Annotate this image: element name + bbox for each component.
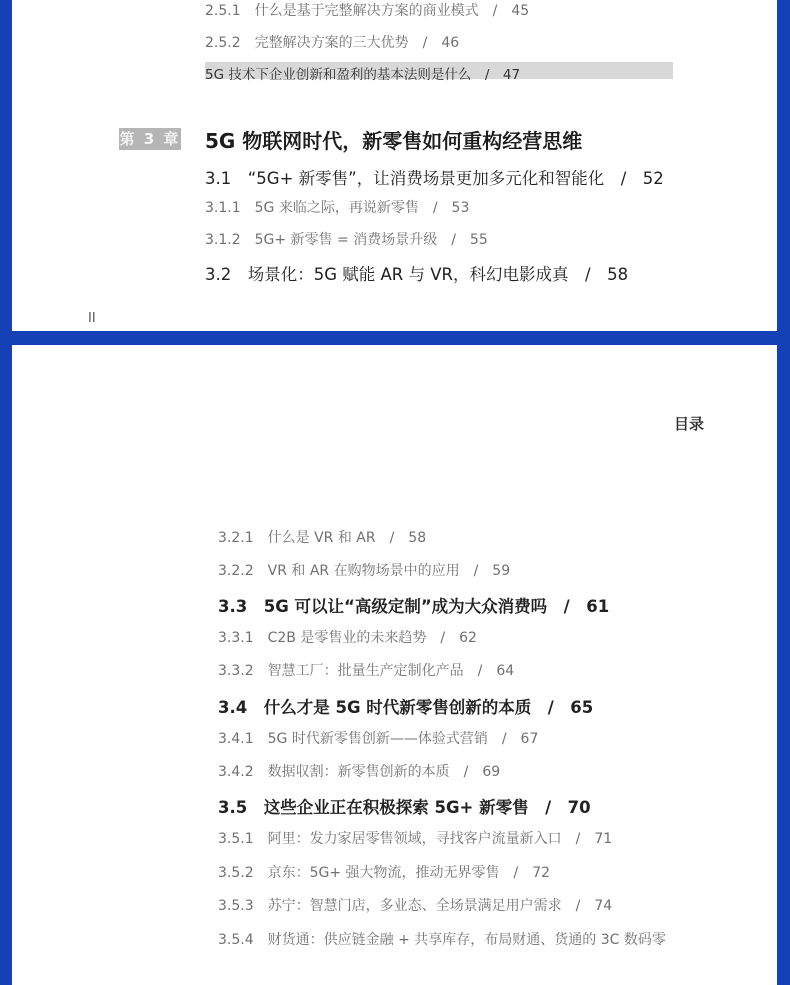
toc-entry[interactable]: 3.3.1 C2B 是零售业的未来趋势 / 62: [218, 630, 477, 646]
toc-section[interactable]: 3.5 这些企业正在积极探索 5G+ 新零售 / 70: [218, 798, 591, 817]
toc-entry[interactable]: 3.5.2 京东：5G+ 强大物流，推动无界零售 / 72: [218, 865, 551, 881]
toc-entry[interactable]: 2.5.2 完整解决方案的三大优势 / 46: [205, 35, 460, 51]
toc-entry[interactable]: 3.1.1 5G 来临之际，再说新零售 / 53: [205, 200, 470, 216]
toc-entry[interactable]: 3.4.2 数据収割：新零售创新的本质 / 69: [218, 764, 501, 780]
toc-entry[interactable]: 3.5.3 苏宁：智慧门店，多业态、全场景满足用户需求 / 74: [218, 898, 613, 914]
chapter-badge: 第 3 章: [119, 130, 181, 148]
page-number: II: [88, 311, 96, 326]
toc-entry-highlighted[interactable]: 5G 技术下企业创新和盈利的基本法则是什么 / 47: [205, 67, 521, 83]
toc-entry[interactable]: 3.5.4 财货通：供应链金融 + 共享库存，布局财通、货通的 3C 数码零: [218, 932, 666, 948]
toc-section[interactable]: 3.2 场景化：5G 赋能 AR 与 VR，科幻电影成真 / 58: [205, 265, 629, 284]
chapter-title[interactable]: 5G 物联网时代，新零售如何重构经营思维: [205, 129, 583, 153]
toc-section[interactable]: 3.4 什么才是 5G 时代新零售创新的本质 / 65: [218, 698, 594, 717]
toc-page-bottom: [12, 345, 777, 985]
toc-entry[interactable]: 3.2.1 什么是 VR 和 AR / 58: [218, 530, 427, 546]
toc-entry[interactable]: 2.5.1 什么是基于完整解决方案的商业模式 / 45: [205, 3, 530, 19]
toc-section[interactable]: 3.1 “5G+ 新零售”，让消费场景更加多元化和智能化 / 52: [205, 169, 664, 188]
running-head: 目录: [674, 415, 705, 433]
toc-page-top: [12, 0, 777, 331]
toc-section[interactable]: 3.3 5G 可以让“高级定制”成为大众消费吗 / 61: [218, 597, 610, 616]
toc-entry[interactable]: 3.2.2 VR 和 AR 在购物场景中的应用 / 59: [218, 563, 511, 579]
toc-entry[interactable]: 3.5.1 阿里：发力家居零售领域，寻找客户流量新入口 / 71: [218, 831, 613, 847]
toc-entry[interactable]: 3.1.2 5G+ 新零售 = 消费场景升级 / 55: [205, 232, 488, 248]
toc-entry[interactable]: 3.4.1 5G 时代新零售创新——体验式营销 / 67: [218, 731, 539, 747]
toc-entry[interactable]: 3.3.2 智慧工厂：批量生产定制化产品 / 64: [218, 663, 515, 679]
